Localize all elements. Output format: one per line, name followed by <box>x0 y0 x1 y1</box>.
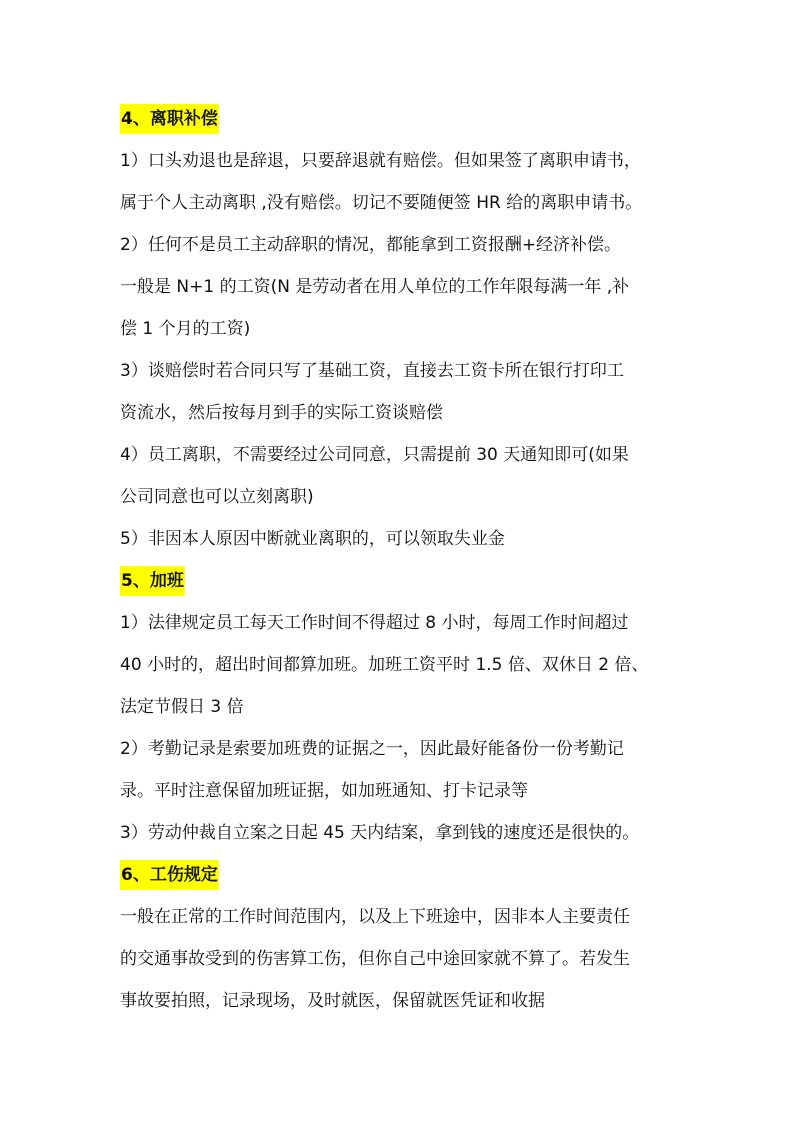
text-line: 录。平时注意保留加班证据，如加班通知、打卡记录等 <box>120 781 528 801</box>
paragraph <box>120 728 690 812</box>
section-heading-line <box>120 854 690 896</box>
section-resignation-compensation <box>120 98 690 560</box>
text-line: 的交通事故受到的伤害算工伤，但你自己中途回家就不算了。若发生 <box>120 949 630 969</box>
text-line: 1）口头劝退也是辞退，只要辞退就有赔偿。但如果签了离职申请书， <box>120 151 641 171</box>
document-page <box>120 98 690 1022</box>
text-line: 属于个人主动离职 ,没有赔偿。切记不要随便签 HR 给的离职申请书。 <box>120 193 643 213</box>
section-work-injury <box>120 854 690 1022</box>
section-heading-line <box>120 98 690 140</box>
text-line: 法定节假日 3 倍 <box>120 697 244 717</box>
section-heading: 6、工伤规定 <box>120 860 219 890</box>
text-line: 1）法律规定员工每天工作时间不得超过 8 小时，每周工作时间超过 <box>120 613 629 633</box>
section-heading: 5、加班 <box>120 566 185 596</box>
section-heading-line <box>120 560 690 602</box>
text-line: 公司同意也可以立刻离职) <box>120 487 314 507</box>
paragraph <box>120 350 690 434</box>
text-line: 4）员工离职，不需要经过公司同意，只需提前 30 天通知即可(如果 <box>120 445 629 465</box>
paragraph <box>120 812 690 854</box>
section-heading: 4、离职补偿 <box>120 104 219 134</box>
text-line: 3）劳动仲裁自立案之日起 45 天内结案，拿到钱的速度还是很快的。 <box>120 823 640 843</box>
section-overtime <box>120 560 690 854</box>
text-line: 5）非因本人原因中断就业离职的，可以领取失业金 <box>120 529 505 549</box>
text-line: 3）谈赔偿时若合同只写了基础工资，直接去工资卡所在银行打印工 <box>120 361 624 381</box>
text-line: 2）考勤记录是索要加班费的证据之一，因此最好能备份一份考勤记 <box>120 739 624 759</box>
paragraph <box>120 602 690 728</box>
paragraph <box>120 896 690 1022</box>
paragraph <box>120 224 690 350</box>
text-line: 偿 1 个月的工资) <box>120 319 251 339</box>
paragraph <box>120 140 690 224</box>
paragraph <box>120 518 690 560</box>
text-line: 一般在正常的工作时间范围内，以及上下班途中，因非本人主要责任 <box>120 907 630 927</box>
text-line: 资流水，然后按每月到手的实际工资谈赔偿 <box>120 403 443 423</box>
text-line: 一般是 N+1 的工资(N 是劳动者在用人单位的工作年限每满一年 ,补 <box>120 277 630 297</box>
text-line: 40 小时的，超出时间都算加班。加班工资平时 1.5 倍、双休日 2 倍、 <box>120 655 649 675</box>
text-line: 2）任何不是员工主动辞职的情况，都能拿到工资报酬+经济补偿。 <box>120 235 622 255</box>
text-line: 事故要拍照，记录现场，及时就医，保留就医凭证和收据 <box>120 991 545 1011</box>
paragraph <box>120 434 690 518</box>
